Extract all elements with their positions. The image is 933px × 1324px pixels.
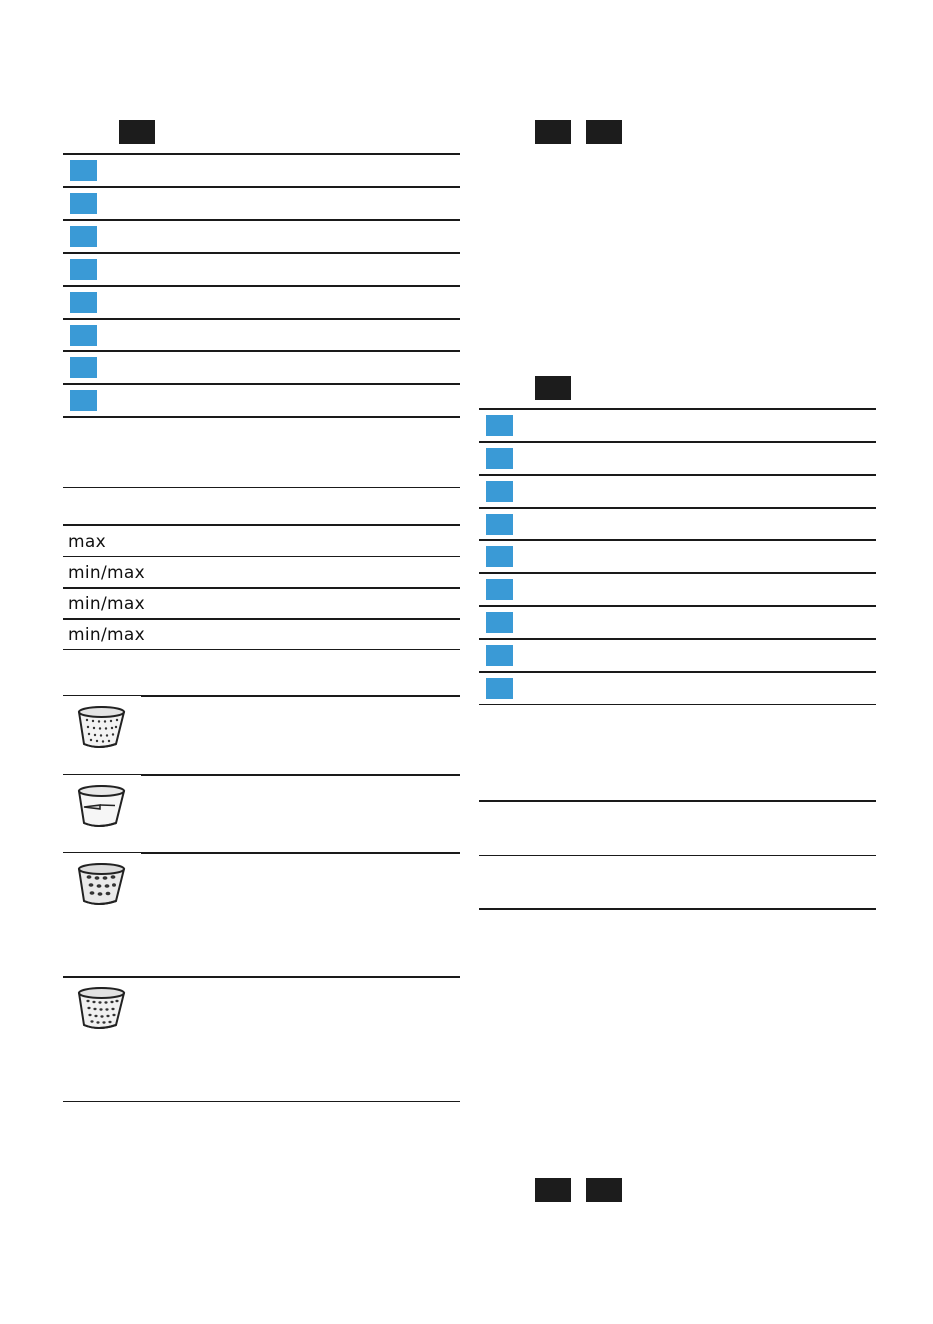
- setting-row-2-rule: [63, 587, 460, 589]
- right-mid-header-box: [535, 376, 571, 400]
- right-row-9-blue-marker: [486, 678, 513, 699]
- right-row-8-blue-marker: [486, 645, 513, 666]
- setting-label-4: min/max: [68, 625, 145, 645]
- left-row-7-rule: [63, 383, 460, 385]
- left-row-2-rule: [63, 219, 460, 221]
- right-row-7-rule: [479, 638, 876, 640]
- slicing-drum-icon: [70, 779, 130, 839]
- left-row-5-blue-marker: [70, 292, 97, 313]
- insert-row-2-rule-a: [63, 852, 141, 853]
- left-row-4-blue-marker: [70, 259, 97, 280]
- right-section-rule-3: [479, 908, 876, 910]
- left-row-3-blue-marker: [70, 226, 97, 247]
- right-section-rule-1: [479, 800, 876, 802]
- right-row-9-rule: [479, 704, 876, 705]
- insert-row-2-rule-b: [141, 852, 460, 854]
- right-top-header-box-1: [535, 120, 571, 144]
- right-row-3-rule: [479, 507, 876, 509]
- right-row-1-rule: [479, 441, 876, 443]
- left-row-7-blue-marker: [70, 357, 97, 378]
- left-settings-top-rule: [63, 524, 460, 526]
- right-row-4-rule: [479, 539, 876, 541]
- left-row-6-blue-marker: [70, 325, 97, 346]
- setting-row-3-rule: [63, 618, 460, 620]
- right-row-3-blue-marker: [486, 481, 513, 502]
- left-row-8-blue-marker: [70, 390, 97, 411]
- insert-row-3-rule-b: [141, 976, 460, 978]
- insert-row-1-rule-a: [63, 774, 141, 775]
- fine-grating-drum-icon: [70, 700, 130, 760]
- medium-grating-drum-icon: [70, 981, 130, 1041]
- left-table-top-rule: [63, 153, 460, 155]
- right-bottom-header-box-2: [586, 1178, 622, 1202]
- right-bottom-header-box-1: [535, 1178, 571, 1202]
- left-row-3-rule: [63, 252, 460, 254]
- right-table-top-rule: [479, 408, 876, 410]
- setting-row-4-rule: [63, 649, 460, 650]
- right-row-5-blue-marker: [486, 546, 513, 567]
- left-row-2-blue-marker: [70, 193, 97, 214]
- left-row-6-rule: [63, 350, 460, 352]
- insert-row-3-rule-a: [63, 976, 141, 978]
- left-row-1-blue-marker: [70, 160, 97, 181]
- left-section-rule-1: [63, 487, 460, 488]
- right-row-2-rule: [479, 474, 876, 476]
- right-section-rule-2: [479, 855, 876, 856]
- right-top-header-box-2: [586, 120, 622, 144]
- coarse-grating-drum-icon: [70, 857, 130, 917]
- left-row-8-rule: [63, 416, 460, 418]
- right-row-5-rule: [479, 572, 876, 574]
- inserts-top-rule-b: [141, 695, 460, 697]
- left-row-1-rule: [63, 186, 460, 188]
- right-row-7-blue-marker: [486, 612, 513, 633]
- setting-label-2: min/max: [68, 563, 145, 583]
- left-row-4-rule: [63, 285, 460, 287]
- left-row-5-rule: [63, 318, 460, 320]
- insert-row-4-rule-b: [141, 1101, 460, 1102]
- setting-label-3: min/max: [68, 594, 145, 614]
- insert-row-1-rule-b: [141, 774, 460, 776]
- setting-row-1-rule: [63, 556, 460, 557]
- right-row-1-blue-marker: [486, 415, 513, 436]
- setting-label-1: max: [68, 532, 106, 552]
- right-row-2-blue-marker: [486, 448, 513, 469]
- right-row-6-blue-marker: [486, 579, 513, 600]
- right-row-4-blue-marker: [486, 514, 513, 535]
- right-row-6-rule: [479, 605, 876, 607]
- right-row-8-rule: [479, 671, 876, 673]
- inserts-top-rule-a: [63, 695, 141, 696]
- insert-row-4-rule-a: [63, 1101, 141, 1102]
- left-header-box: [119, 120, 155, 144]
